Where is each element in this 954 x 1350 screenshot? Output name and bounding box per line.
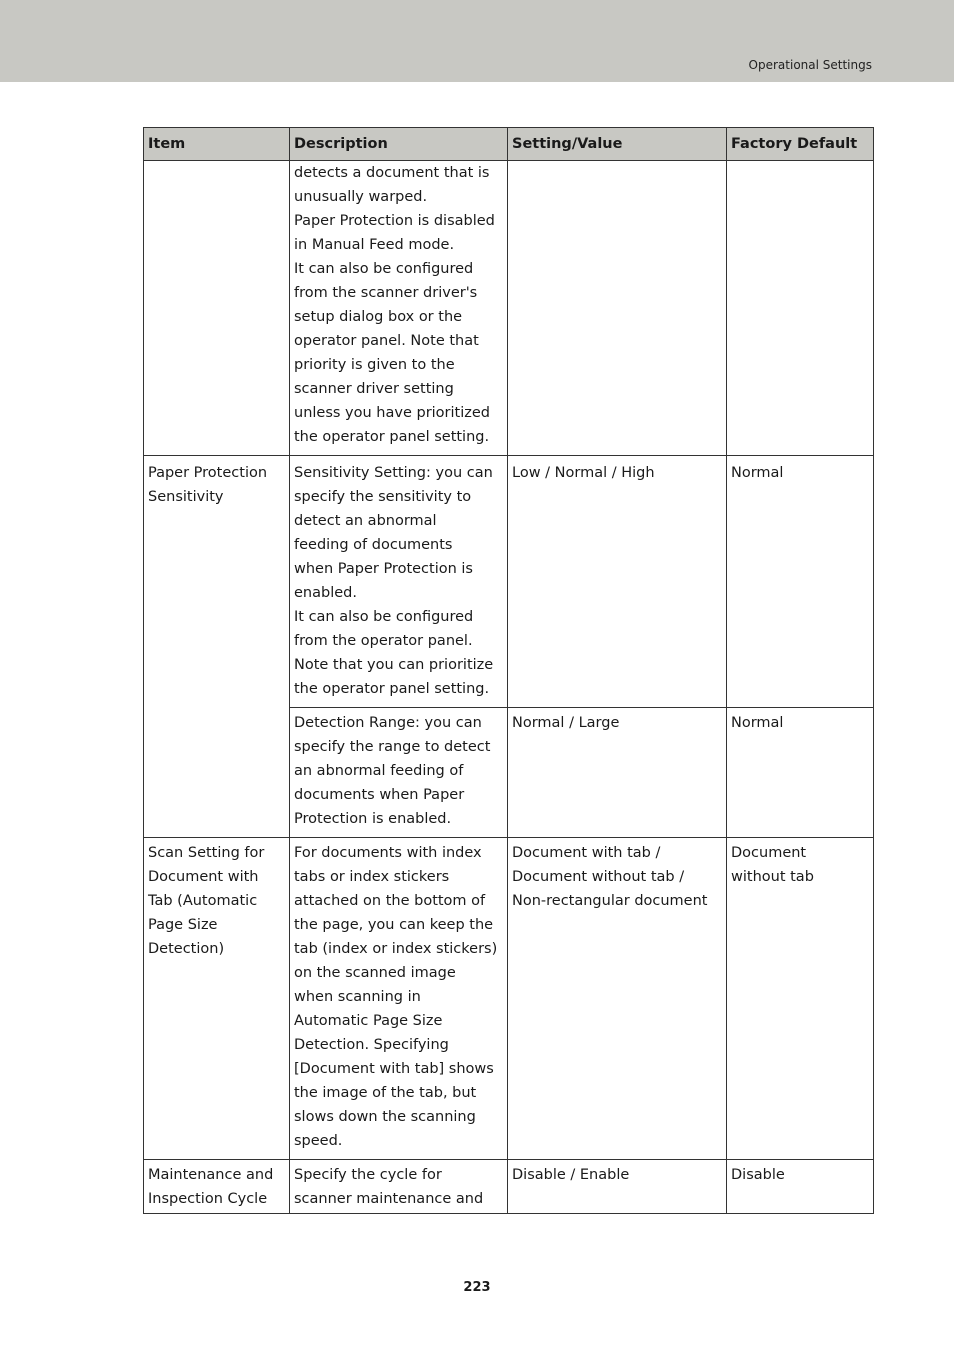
cell-text-line: Detection Range: you can [294,715,482,731]
cell-text-line: Normal [731,715,784,731]
cell-text-line: Disable [731,1167,785,1183]
item-cell [144,1160,290,1214]
cell-text-line: [Document with tab] shows [294,1061,494,1077]
cell-text-line: enabled. [294,585,357,601]
description-cell [290,161,508,456]
cell-text-line: detect an abnormal [294,513,437,529]
cell-text-line: Paper Protection is disabled [294,213,495,229]
factory-default-cell [727,708,874,838]
cell-text-line: Low / Normal / High [512,465,655,481]
cell-text-line: Detection. Specifying [294,1037,449,1053]
cell-text-line: Note that you can prioritize [294,657,494,673]
item-cell [144,838,290,1160]
cell-text-line: It can also be configured [294,609,474,625]
cell-text-line: Automatic Page Size [294,1013,443,1029]
cell-text-line: Document without tab / [512,869,685,885]
cell-text-line: Sensitivity [148,489,224,505]
table-header-row [144,128,874,161]
cell-text-line: Page Size [148,917,218,933]
cell-text-line: For documents with index [294,845,482,861]
cell-text-line: without tab [731,869,814,885]
factory-default-cell [727,456,874,708]
setting-value-cell [508,456,727,708]
cell-text-line: priority is given to the [294,357,455,373]
factory-default-cell [727,838,874,1160]
cell-text-line: on the scanned image [294,965,456,981]
cell-text-line: feeding of documents [294,537,453,553]
cell-text-line: specify the sensitivity to [294,489,472,505]
cell-text-line: Document with tab / [512,845,661,861]
description-cell [290,1160,508,1214]
table-row [144,838,874,1160]
cell-text-line: Specify the cycle for [294,1167,442,1183]
cell-text-line: specify the range to detect [294,739,491,755]
cell-text-line: Protection is enabled. [294,811,452,827]
cell-text-line: It can also be configured [294,261,474,277]
setting-value-cell [508,161,727,456]
cell-text-line: Paper Protection [148,465,268,481]
page-number: 223 [463,1280,491,1295]
cell-text-line: Document [731,845,807,861]
cell-text-line: from the operator panel. [294,633,473,649]
cell-text-line: tabs or index stickers [294,869,450,885]
column-header-factory-default: Factory Default [727,128,874,161]
cell-text-line: documents when Paper [294,787,465,803]
cell-text-line: in Manual Feed mode. [294,237,455,253]
cell-text-line: when Paper Protection is [294,561,473,577]
factory-default-cell [727,161,874,456]
cell-text-line: the operator panel setting. [294,681,490,697]
description-cell [290,708,508,838]
description-cell [290,456,508,708]
cell-text-line: Scan Setting for [148,845,265,861]
cell-text-line: scanner maintenance and [294,1191,484,1207]
cell-text-line: unusually warped. [294,189,428,205]
cell-text-line: Normal [731,465,784,481]
table-row [144,161,874,456]
column-header-description: Description [290,128,508,161]
table-row [144,1160,874,1214]
cell-text-line: Inspection Cycle [148,1191,268,1207]
cell-text-line: Tab (Automatic [148,893,258,909]
cell-text-line: Detection) [148,941,225,957]
cell-text-line: tab (index or index stickers) [294,941,498,957]
cell-text-line: Normal / Large [512,715,620,731]
cell-text-line: attached on the bottom of [294,893,486,909]
cell-text-line: Document with [148,869,259,885]
cell-text-line: Sensitivity Setting: you can [294,465,493,481]
factory-default-cell [727,1160,874,1214]
cell-text-line: the operator panel setting. [294,429,490,445]
cell-text-line: setup dialog box or the [294,309,463,325]
cell-text-line: operator panel. Note that [294,333,479,349]
cell-text-line: Non-rectangular document [512,893,708,909]
cell-text-line: the image of the tab, but [294,1085,477,1101]
cell-text-line: scanner driver setting [294,381,454,397]
cell-text-line: slows down the scanning [294,1109,476,1125]
cell-text-line: unless you have prioritized [294,405,490,421]
item-cell [144,161,290,456]
cell-text-line: when scanning in [294,989,421,1005]
cell-text-line: Disable / Enable [512,1167,630,1183]
column-header-item: Item [144,128,290,161]
setting-value-cell [508,838,727,1160]
column-header-setting-value: Setting/Value [508,128,727,161]
cell-text-line: detects a document that is [294,165,490,181]
section-title: Operational Settings [748,58,872,72]
cell-text-line: speed. [294,1133,343,1149]
setting-value-cell [508,708,727,838]
description-cell [290,838,508,1160]
cell-text-line: from the scanner driver's [294,285,478,301]
item-cell [144,456,290,838]
cell-text-line: the page, you can keep the [294,917,494,933]
cell-text-line: an abnormal feeding of [294,763,464,779]
cell-text-line: Maintenance and [148,1167,274,1183]
table-row [144,456,874,708]
settings-table [143,127,874,1214]
setting-value-cell [508,1160,727,1214]
